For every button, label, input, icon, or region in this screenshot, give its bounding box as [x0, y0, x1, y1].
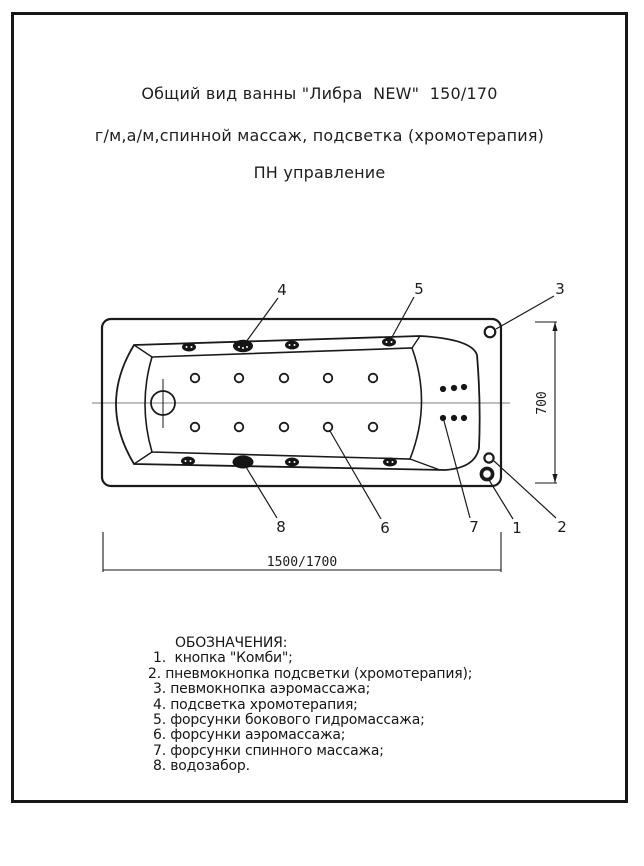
length-dimension: [103, 532, 501, 572]
callout-8: 8: [276, 518, 286, 536]
combi-button: [481, 468, 492, 479]
aero-pneumo-button: [485, 327, 496, 338]
aero-jet: [324, 423, 333, 432]
back-jet: [440, 415, 446, 421]
legend: [148, 636, 568, 775]
back-jet: [451, 415, 457, 421]
leader-1: [489, 480, 513, 519]
hydro-jet: [285, 341, 299, 350]
legend-item-2: 2. пневмокнопка подсветки (хромотерапия);: [148, 665, 473, 682]
legend-list: [148, 651, 568, 774]
legend-item-6: 6. форсунки аэромассажа;: [153, 727, 346, 744]
light-pneumo-button: [484, 453, 493, 462]
legend-item-3: 3. певмокнопка аэромассажа;: [153, 681, 371, 698]
page-title: Общий вид ванны "Либра NEW" 150/170: [141, 84, 498, 103]
chromotherapy-light: [233, 340, 253, 352]
hydro-jet: [182, 343, 196, 352]
length-dimension-label: 1500/1700: [266, 555, 338, 570]
callout-5: 5: [414, 280, 424, 298]
hydro-jet: [383, 458, 397, 467]
callout-4: 4: [277, 281, 287, 299]
aero-jet: [235, 374, 244, 383]
callout-6: 6: [380, 519, 390, 537]
page-subtitle-control: ПН управление: [253, 163, 386, 182]
callout-7: 7: [469, 518, 479, 536]
back-jet: [451, 385, 457, 391]
water-intake: [233, 456, 254, 469]
aero-jet: [324, 374, 333, 383]
page-subtitle-features: г/м,а/м,спинной массаж, подсветка (хромотерапия): [94, 126, 545, 145]
aero-jet: [235, 423, 244, 432]
legend-item-7: 7. форсунки спинного массажа;: [153, 742, 384, 759]
aero-jet: [369, 423, 378, 432]
legend-item-8: 8. водозабор.: [153, 758, 250, 775]
hydro-jet: [382, 338, 396, 347]
aero-jet: [280, 423, 289, 432]
dim-arrow-up: [552, 322, 557, 331]
legend-item-1: 1. кнопка "Комби";: [153, 650, 293, 667]
aero-jet: [191, 374, 200, 383]
dim-arrow-down: [552, 474, 557, 483]
callout-1: 1: [512, 519, 522, 537]
legend-item-4: 4. подсветка хромотерапия;: [153, 696, 358, 713]
legend-item-5: 5. форсунки бокового гидромассажа;: [153, 712, 425, 729]
hydro-jet: [181, 457, 195, 466]
back-jet: [440, 386, 446, 392]
hydro-jet: [285, 458, 299, 467]
aero-jet: [191, 423, 200, 432]
aero-jet: [280, 374, 289, 383]
leader-3: [496, 296, 554, 329]
callout-2: 2: [557, 518, 567, 536]
back-jet: [461, 415, 467, 421]
legend-header: ОБОЗНАЧЕНИЯ:: [175, 635, 288, 651]
aero-jet: [369, 374, 378, 383]
leader-2: [494, 461, 556, 518]
width-dimension: [535, 322, 558, 483]
width-dimension-label: 700: [535, 391, 550, 415]
callout-3: 3: [555, 280, 565, 298]
back-jet: [461, 384, 467, 390]
